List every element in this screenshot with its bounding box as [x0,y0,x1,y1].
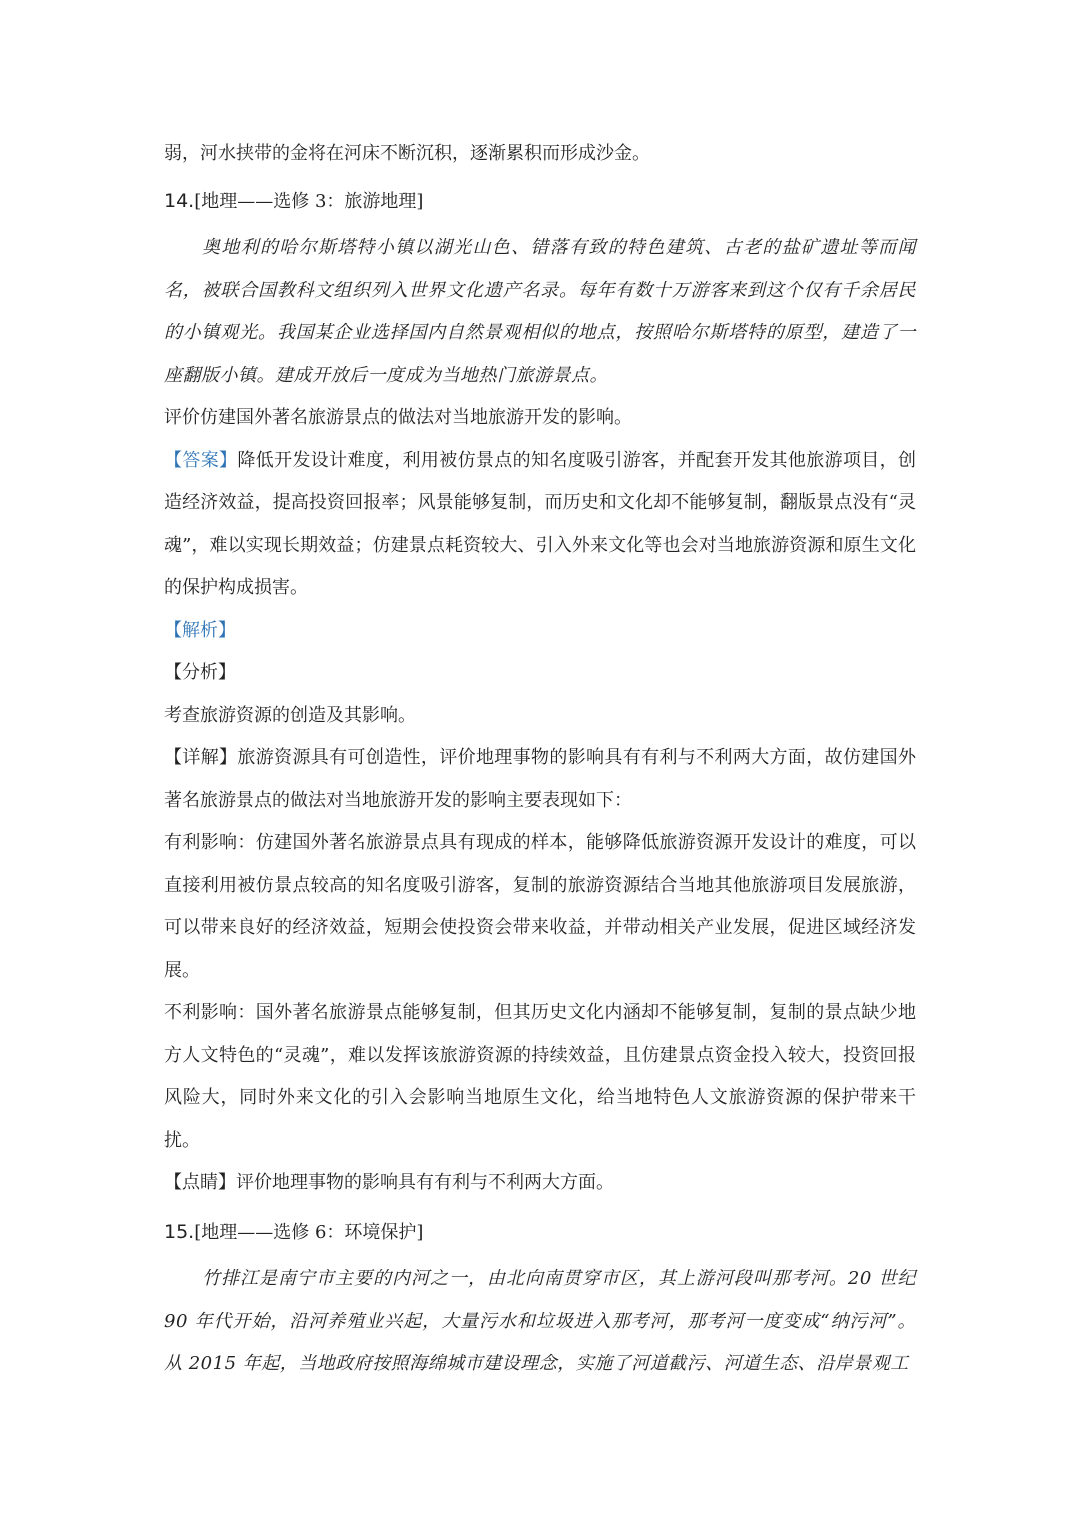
fenxi-label: 【分析】 [164,662,236,683]
answer-paragraph [164,440,916,610]
detail-text: 旅游资源具有可创造性，评价地理事物的影响具有有利与不利两大方面，故仿建国外著名旅游景点的做法对当地旅游开发的影响主要表现如下： [164,747,917,811]
previous-answer-tail: 弱，河水挟带的金将在河床不断沉积，逐渐累积而形成沙金。 [164,143,650,164]
answer-text: 降低开发设计难度，利用被仿景点的知名度吸引游客，并配套开发其他旅游项目，创造经济效益，提高投资回报率；风景能够复制，而历史和文化却不能够复制，翻版景点没有“灵魂”，难以实现长期效益；仿建景点耗资较大、引入外来文化等也会对当地旅游资源和原生文化的保护构成损害。 [164,449,917,598]
question-14-number: 14. [164,189,195,212]
question-14-heading [164,180,916,224]
question-15-stem: 竹排江是南宁市主要的内河之一，由北向南贯穿市区，其上游河段叫那考河。20 世纪 90 年代开始，沿河养殖业兴起，大量污水和垃圾进入那考河，那考河一度变成“纳污河”。从 2015 年起，当地政府按照海绵城市建设理念，实施了河道截污、河道生态、沿岸景观工 [164,1268,916,1374]
highlight-label: 【点睛】 [164,1172,236,1193]
question-15-number: 15. [164,1220,195,1243]
document-body [164,133,916,1386]
positive-impact-text: 有利影响：仿建国外著名旅游景点具有现成的样本，能够降低旅游资源开发设计的难度，可以直接利用被仿景点较高的知名度吸引游客，复制的旅游资源结合当地其他旅游项目发展旅游，可以带来良好的经济效益，短期会使投资会带来收益，并带动相关产业发展，促进区域经济发展。 [164,832,916,981]
answer-label: 【答案】 [164,449,238,471]
question-15-title: [地理——选修 6：环境保护] [194,1221,424,1243]
detail-label: 【详解】 [164,747,238,768]
negative-impact-text: 不利影响：国外著名旅游景点能够复制，但其历史文化内涵却不能够复制，复制的景点缺少地方人文特色的“灵魂”，难以发挥该旅游资源的持续效益，且仿建景点资金投入较大，投资回报风险大，同时外来文化的引入会影响当地原生文化，给当地特色人文旅游资源的保护带来干扰。 [164,1002,916,1151]
analysis-label: 【解析】 [164,619,236,641]
highlight-text: 评价地理事物的影响具有有利与不利两大方面。 [236,1172,614,1193]
detail-paragraph [164,737,916,822]
question-14-title: [地理——选修 3：旅游地理] [194,190,424,212]
question-14-stem: 奥地利的哈尔斯塔特小镇以湖光山色、错落有致的特色建筑、古老的盐矿遗址等而闻名，被联合国教科文组织列入世界文化遗产名录。每年有数十万游客来到这个仅有千余居民的小镇观光。我国某企业选择国内自然景观相似的地点，按照哈尔斯塔特的原型，建造了一座翻版小镇。建成开放后一度成为当地热门旅游景点。 [164,237,916,386]
question-14-prompt: 评价仿建国外著名旅游景点的做法对当地旅游开发的影响。 [164,407,632,428]
question-15-heading [164,1211,916,1255]
fenxi-text: 考查旅游资源的创造及其影响。 [164,704,416,726]
highlight-paragraph [164,1162,916,1205]
